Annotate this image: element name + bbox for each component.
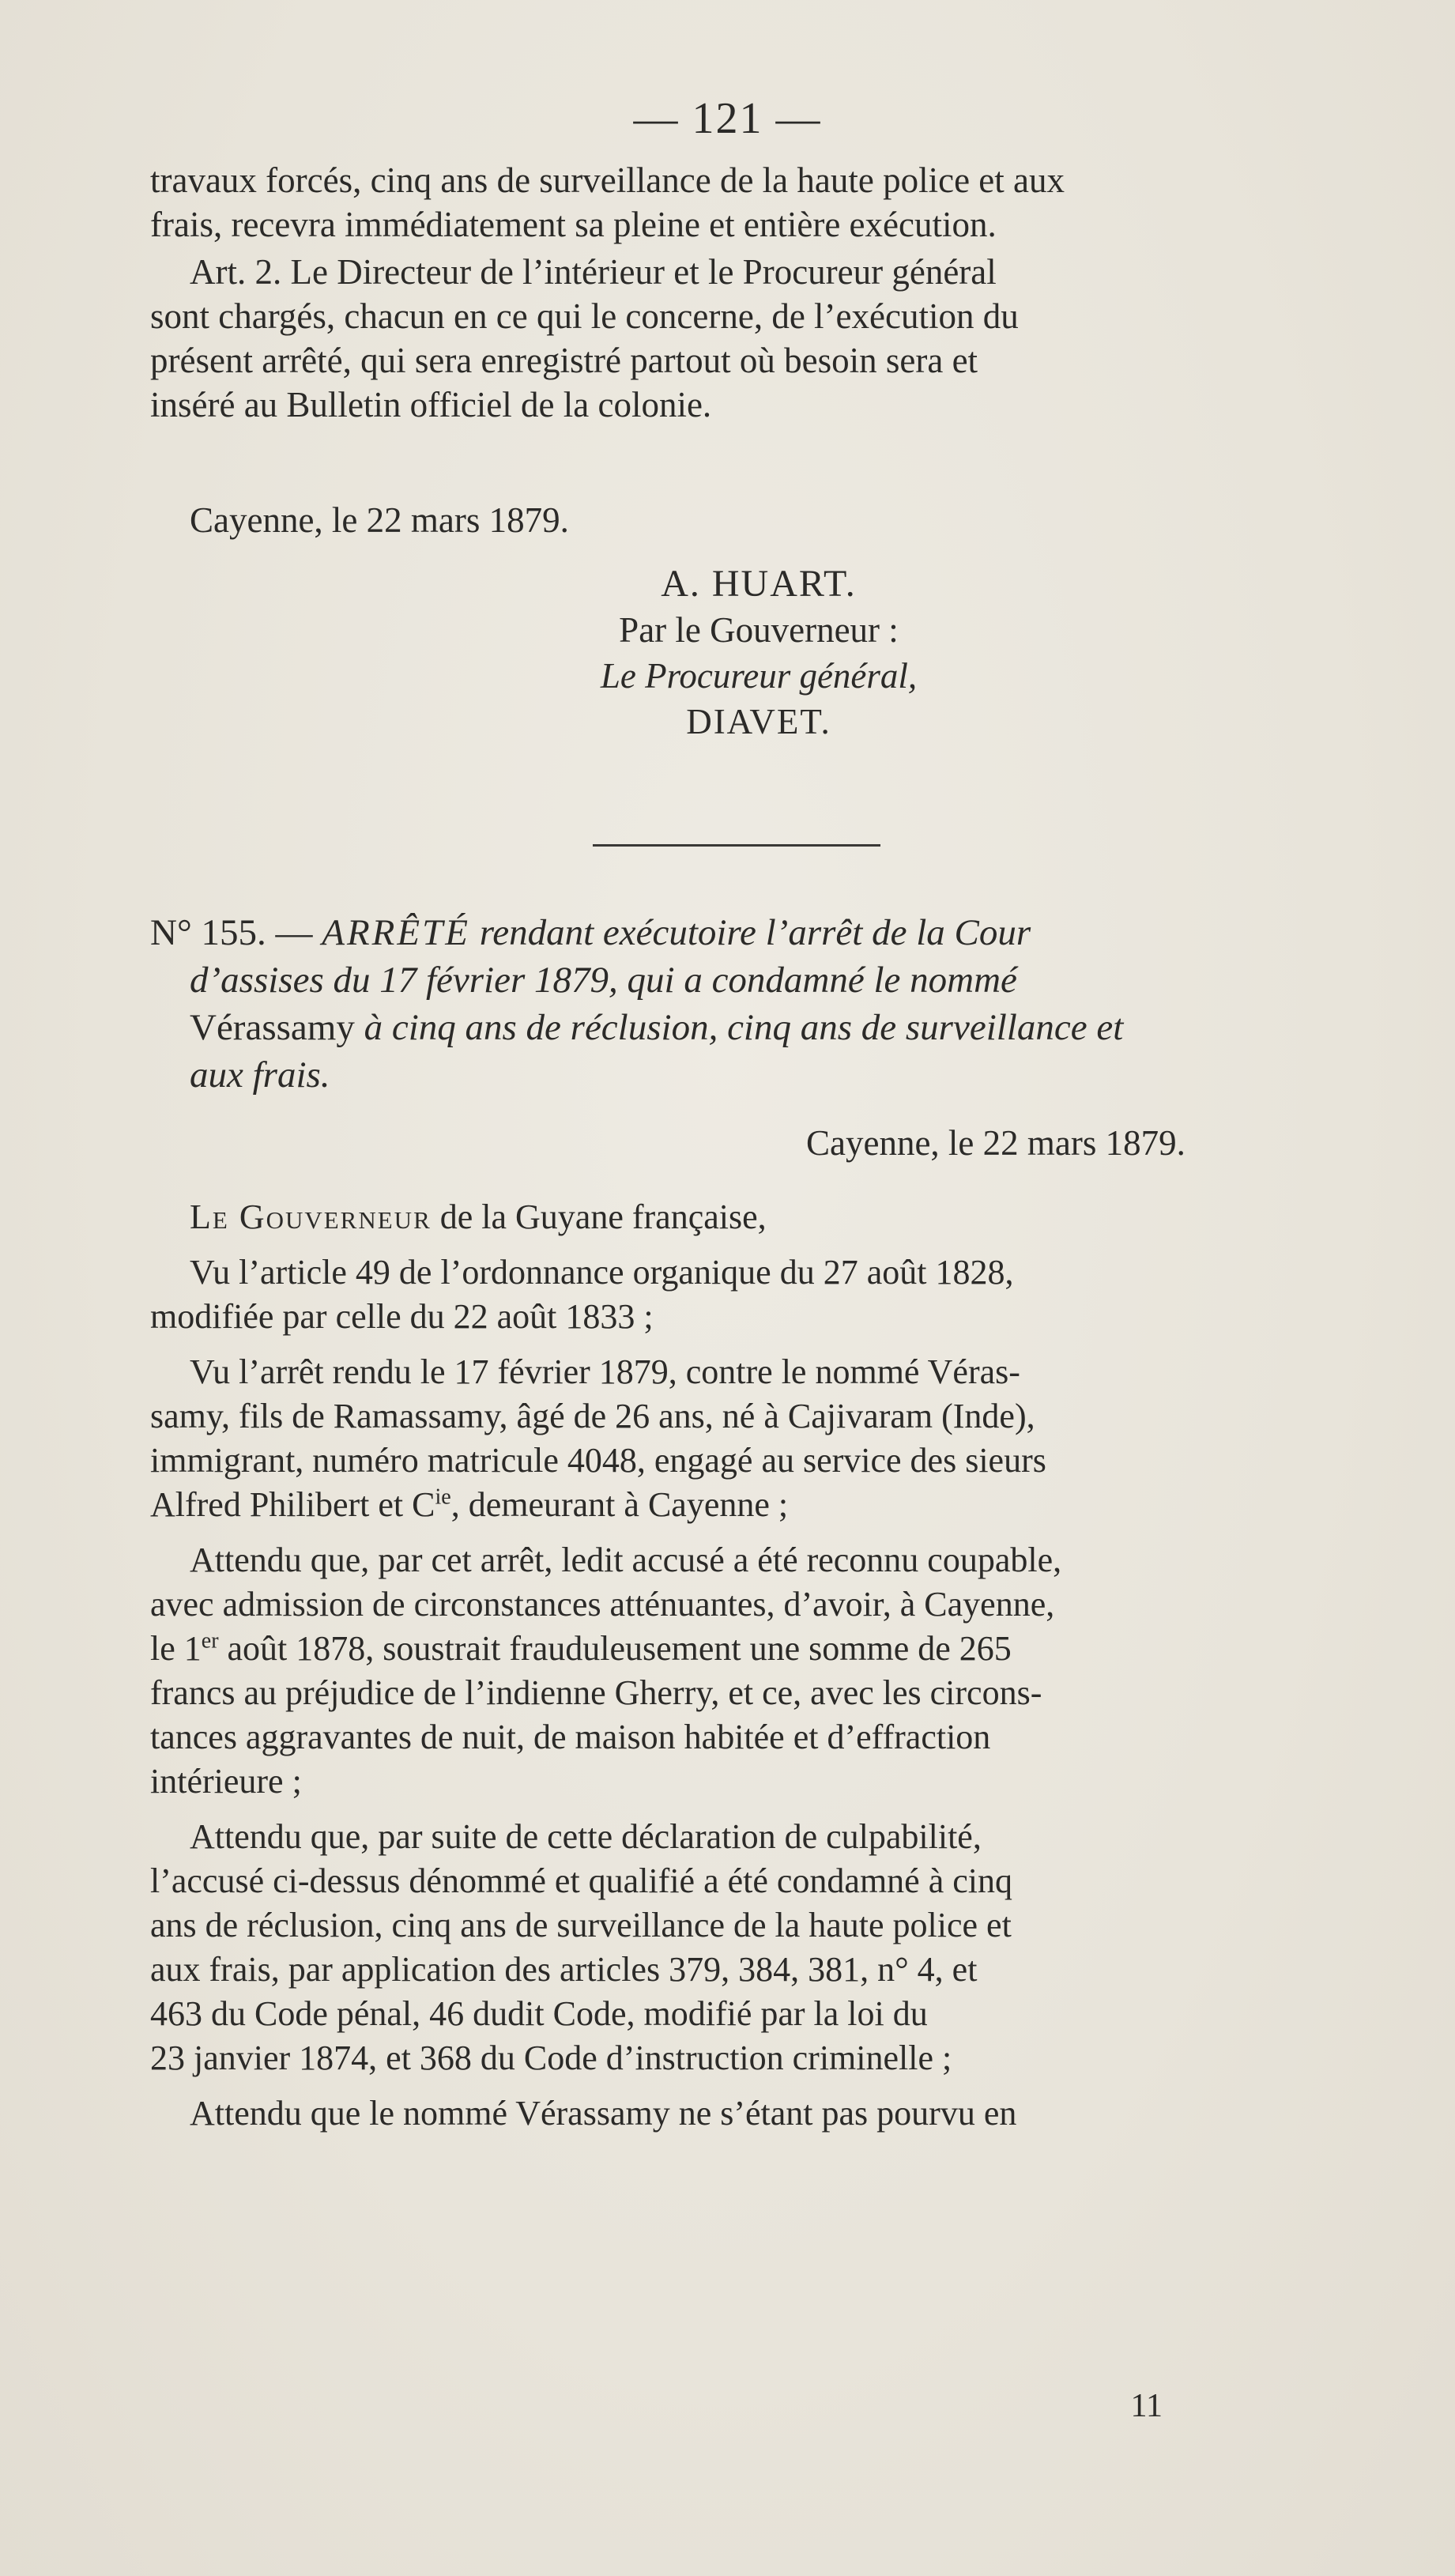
text-span: Alfred Philibert et C [150,1485,435,1524]
page-number: — 121 — [633,94,822,143]
countersignatory-name: DIAVET. [686,702,831,741]
text-line: avec admission de circonstances atténuantes, d’avoir, à Cayenne, [150,1585,1055,1624]
signatory-role: Le Procureur général, [600,656,918,696]
decree-title-text: à cinq ans de réclusion, cinq ans de surveillance et [364,1007,1124,1048]
text-line: 23 janvier 1874, et 368 du Code d’instruction criminelle ; [150,2039,952,2077]
article-2-paragraph [150,250,1336,427]
text-line: 463 du Code pénal, 46 dudit Code, modifié par la loi du [150,1994,928,2033]
text-span: , demeurant à Cayenne ; [450,1485,789,1524]
text-line: tances aggravantes de nuit, de maison habitée et d’effraction [150,1718,991,1756]
text-line: aux frais, par application des articles 379, 384, 381, n° 4, et [150,1950,978,1989]
text-line: travaux forcés, cinq ans de surveillance de la haute police et aux [150,160,1065,200]
text-line: frais, recevra immédiatement sa pleine et entière exécution. [150,205,997,244]
governor-text: de la Guyane française, [439,1197,767,1236]
superscript: ie [435,1484,451,1510]
decree-number: N° 155. [150,912,266,953]
signatory-name: A. HUART. [661,563,857,605]
text-line: l’accusé ci-dessus dénommé et qualifié a été condamné à cinq [150,1861,1012,1900]
text-line: inséré au Bulletin officiel de la colonie. [150,385,712,424]
title-dash: — [275,912,313,953]
text-span: août 1878, soustrait frauduleusement une somme de 265 [218,1629,1012,1668]
text-line: modifiée par celle du 22 août 1833 ; [150,1297,654,1336]
text-line: francs au préjudice de l’indienne Gherry, et ce, avec les circons- [150,1673,1042,1712]
decree-title-text: d’assises du 17 février 1879, qui a condamné le nommé [190,960,1017,1001]
governor-title: Le Gouverneur [190,1197,432,1236]
text-line: Attendu que le nommé Vérassamy ne s’étant pas pourvu en [190,2094,1017,2133]
governor-line [150,1195,1336,1239]
text-line: ans de réclusion, cinq ans de surveillance de la haute police et [150,1906,1012,1944]
place-date: Cayenne, le 22 mars 1879. [190,500,569,540]
text-line: sont chargés, chacun en ce qui le concerne, de l’exécution du [150,296,1019,336]
decree-person-name: Vérassamy [190,1007,355,1048]
text-span: le 1 [150,1629,202,1668]
text-line: intérieure ; [150,1762,302,1801]
text-line: Attendu que, par suite de cette déclaration de culpabilité, [190,1817,982,1856]
text-line: Art. 2. Le Directeur de l’intérieur et le Procureur général [190,252,997,292]
text-line: Attendu que, par cet arrêt, ledit accusé a été reconnu coupable, [190,1541,1062,1579]
decree-title [150,909,1336,1099]
text-line [150,1627,1336,1671]
signatory-par: Par le Gouverneur : [619,610,899,650]
place-date: Cayenne, le 22 mars 1879. [806,1123,1185,1163]
text-line: Vu l’arrêt rendu le 17 février 1879, contre le nommé Véras- [190,1352,1020,1391]
decree-title-text: aux frais. [190,1054,330,1096]
superscript: er [201,1628,219,1654]
text-line: samy, fils de Ramassamy, âgé de 26 ans, né à Cajivaram (Inde), [150,1397,1035,1435]
text-line: présent arrêté, qui sera enregistré partout où besoin sera et [150,341,978,380]
decree-body [150,1195,1336,2136]
decree-heading: ARRÊTÉ [322,912,470,953]
signature-mark: 11 [1130,2388,1163,2424]
signature-block [443,561,1075,745]
separator-rule [593,844,880,847]
decree-title-text: rendant exécutoire l’arrêt de la Cour [479,912,1031,953]
text-line: immigrant, numéro matricule 4048, engagé au service des sieurs [150,1441,1046,1480]
continuation-paragraph [150,158,1336,247]
text-line: Vu l’article 49 de l’ordonnance organique du 27 août 1828, [190,1253,1014,1292]
text-line [150,1483,1336,1527]
